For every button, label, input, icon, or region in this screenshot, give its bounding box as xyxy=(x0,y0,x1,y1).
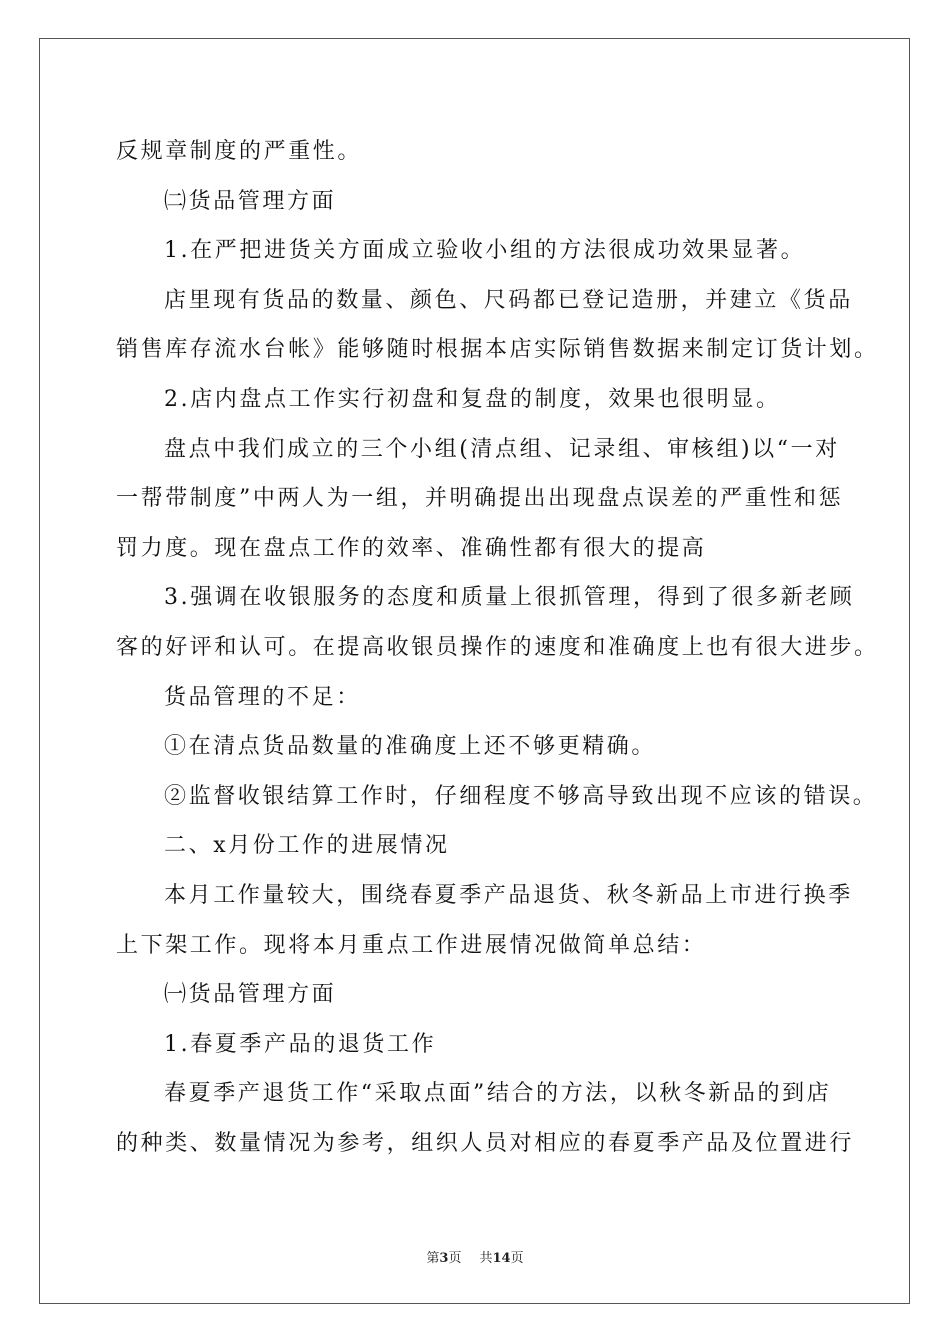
text-line: ②监督收银结算工作时，仔细程度不够高导致出现不应该的错误。 xyxy=(164,783,878,809)
text-line: 春夏季产退货工作“采取点面”结合的方法，以秋冬新品的到店 xyxy=(164,1081,832,1107)
footer-page-suffix: 页 xyxy=(448,1251,462,1266)
page-footer xyxy=(0,1247,950,1266)
text-line: 罚力度。现在盘点工作的效率、准确性都有很大的提高 xyxy=(116,535,707,561)
text-line: 销售库存流水台帐》能够随时根据本店实际销售数据来制定订货计划。 xyxy=(116,337,879,363)
text-line: ㈠货品管理方面 xyxy=(164,982,337,1008)
text-line: 店里现有货品的数量、颜色、尺码都已登记造册，并建立《货品 xyxy=(164,287,853,313)
document-body xyxy=(116,127,879,1168)
text-line: 反规章制度的严重性。 xyxy=(116,139,363,164)
text-line: ①在清点货品数量的准确度上还不够更精确。 xyxy=(164,734,657,760)
footer-page-prefix: 第 xyxy=(426,1251,440,1266)
text-line: 3.强调在收银服务的态度和质量上很抓管理，得到了很多新老顾 xyxy=(164,585,855,611)
text-line: 2.店内盘点工作实行初盘和复盘的制度，效果也很明显。 xyxy=(164,386,781,412)
footer-total-prefix: 共 xyxy=(479,1251,493,1266)
text-line: 客的好评和认可。在提高收银员操作的速度和准确度上也有很大进步。 xyxy=(116,634,879,660)
text-line: 的种类、数量情况为参考，组织人员对相应的春夏季产品及位置进行 xyxy=(116,1130,855,1156)
text-line: 二、x月份工作的进展情况 xyxy=(164,833,450,859)
footer-total-pages: 14 xyxy=(492,1251,511,1266)
text-line: ㈡货品管理方面 xyxy=(164,188,337,214)
text-line: 上下架工作。现将本月重点工作进展情况做简单总结： xyxy=(116,932,707,958)
footer-page-number: 3 xyxy=(439,1251,449,1266)
text-line: 1.春夏季产品的退货工作 xyxy=(164,1031,437,1057)
text-line: 本月工作量较大，围绕春夏季产品退货、秋冬新品上市进行换季 xyxy=(164,882,853,908)
text-line: 一帮带制度”中两人为一组，并明确提出出现盘点误差的严重性和惩 xyxy=(116,486,844,512)
text-line: 1.在严把进货关方面成立验收小组的方法很成功效果显著。 xyxy=(164,238,806,264)
text-line: 货品管理的不足： xyxy=(164,684,361,710)
footer-total-suffix: 页 xyxy=(510,1251,524,1266)
text-line: 盘点中我们成立的三个小组(清点组、记录组、审核组)以“一对 xyxy=(164,436,840,462)
